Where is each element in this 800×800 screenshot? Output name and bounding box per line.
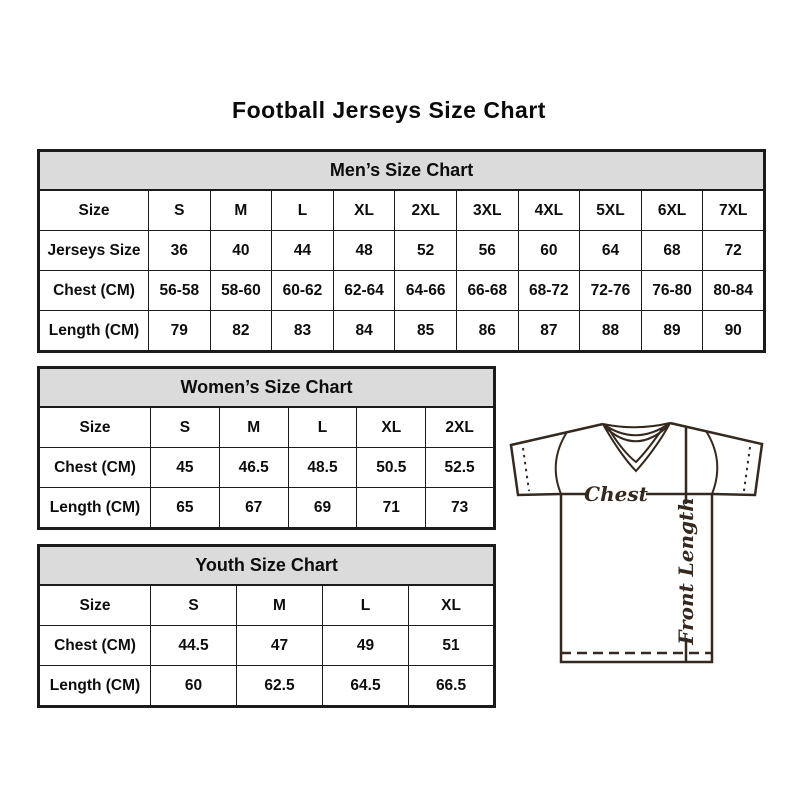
value-cell: 64.5 [323, 666, 409, 707]
value-cell: 5XL [580, 190, 642, 231]
value-cell: 87 [518, 311, 580, 352]
value-cell: 73 [426, 488, 495, 529]
value-cell: 60-62 [272, 271, 334, 311]
page-title: Football Jerseys Size Chart [232, 97, 546, 123]
value-cell: 40 [210, 231, 272, 271]
front-length-label: Front Length [674, 497, 698, 645]
row-label-cell: Length (CM) [39, 488, 151, 529]
table-row [39, 666, 495, 707]
value-cell: M [219, 407, 288, 448]
value-cell: 2XL [395, 190, 457, 231]
value-cell: M [210, 190, 272, 231]
table-row [39, 626, 495, 666]
value-cell: 7XL [703, 190, 765, 231]
value-cell: 64 [580, 231, 642, 271]
table-row [39, 585, 495, 626]
value-cell: 6XL [641, 190, 703, 231]
table-row [39, 190, 765, 231]
left-cuff-dotted-line [523, 448, 529, 491]
value-cell: L [288, 407, 357, 448]
value-cell: L [272, 190, 334, 231]
youth-table-title: Youth Size Chart [39, 546, 495, 586]
table-row [39, 407, 495, 448]
value-cell: 68 [641, 231, 703, 271]
value-cell: 90 [703, 311, 765, 352]
womens-table-title: Women’s Size Chart [39, 368, 495, 408]
value-cell: 60 [151, 666, 237, 707]
value-cell: 56 [456, 231, 518, 271]
row-label-cell: Length (CM) [39, 311, 149, 352]
value-cell: 76-80 [641, 271, 703, 311]
value-cell: 36 [149, 231, 211, 271]
table-row [39, 311, 765, 352]
value-cell: XL [409, 585, 495, 626]
value-cell: 88 [580, 311, 642, 352]
value-cell: 52 [395, 231, 457, 271]
table-header-row [39, 546, 495, 586]
value-cell: 46.5 [219, 448, 288, 488]
value-cell: 60 [518, 231, 580, 271]
value-cell: 85 [395, 311, 457, 352]
table-header-row [39, 151, 765, 191]
value-cell: 44 [272, 231, 334, 271]
value-cell: 48 [333, 231, 395, 271]
value-cell: XL [333, 190, 395, 231]
table-row [39, 271, 765, 311]
row-label-cell: Size [39, 407, 151, 448]
value-cell: 52.5 [426, 448, 495, 488]
row-label-cell: Size [39, 190, 149, 231]
value-cell: 72 [703, 231, 765, 271]
collar-top-line [603, 423, 670, 427]
right-sleeve-seam [706, 431, 717, 494]
value-cell: 71 [357, 488, 426, 529]
row-label-cell: Length (CM) [39, 666, 151, 707]
row-label-cell: Jerseys Size [39, 231, 149, 271]
value-cell: 66.5 [409, 666, 495, 707]
value-cell: 62.5 [237, 666, 323, 707]
value-cell: 72-76 [580, 271, 642, 311]
value-cell: 50.5 [357, 448, 426, 488]
value-cell: 48.5 [288, 448, 357, 488]
mens-table-title: Men’s Size Chart [39, 151, 765, 191]
table-row [39, 448, 495, 488]
value-cell: 44.5 [151, 626, 237, 666]
value-cell: 89 [641, 311, 703, 352]
value-cell: 45 [151, 448, 220, 488]
right-cuff-dotted-line [744, 447, 750, 491]
table-header-row [39, 368, 495, 408]
value-cell: 80-84 [703, 271, 765, 311]
youth-size-table [37, 544, 496, 708]
table-row [39, 488, 495, 529]
value-cell: M [237, 585, 323, 626]
value-cell: 82 [210, 311, 272, 352]
value-cell: S [149, 190, 211, 231]
value-cell: L [323, 585, 409, 626]
value-cell: 4XL [518, 190, 580, 231]
row-label-cell: Chest (CM) [39, 271, 149, 311]
value-cell: 68-72 [518, 271, 580, 311]
value-cell: 49 [323, 626, 409, 666]
jersey-diagram [503, 400, 775, 668]
row-label-cell: Size [39, 585, 151, 626]
row-label-cell: Chest (CM) [39, 626, 151, 666]
value-cell: 2XL [426, 407, 495, 448]
left-sleeve-seam [556, 432, 567, 494]
value-cell: 3XL [456, 190, 518, 231]
value-cell: 56-58 [149, 271, 211, 311]
value-cell: 51 [409, 626, 495, 666]
mens-size-table [37, 149, 766, 353]
value-cell: 66-68 [456, 271, 518, 311]
value-cell: S [151, 407, 220, 448]
row-label-cell: Chest (CM) [39, 448, 151, 488]
value-cell: 79 [149, 311, 211, 352]
chest-label: Chest [584, 482, 648, 506]
womens-size-table [37, 366, 496, 530]
collar-inner-v [609, 428, 663, 462]
value-cell: 67 [219, 488, 288, 529]
value-cell: 62-64 [333, 271, 395, 311]
value-cell: 84 [333, 311, 395, 352]
value-cell: 86 [456, 311, 518, 352]
value-cell: XL [357, 407, 426, 448]
table-row [39, 231, 765, 271]
value-cell: 64-66 [395, 271, 457, 311]
value-cell: 58-60 [210, 271, 272, 311]
value-cell: 83 [272, 311, 334, 352]
value-cell: S [151, 585, 237, 626]
value-cell: 47 [237, 626, 323, 666]
value-cell: 65 [151, 488, 220, 529]
value-cell: 69 [288, 488, 357, 529]
